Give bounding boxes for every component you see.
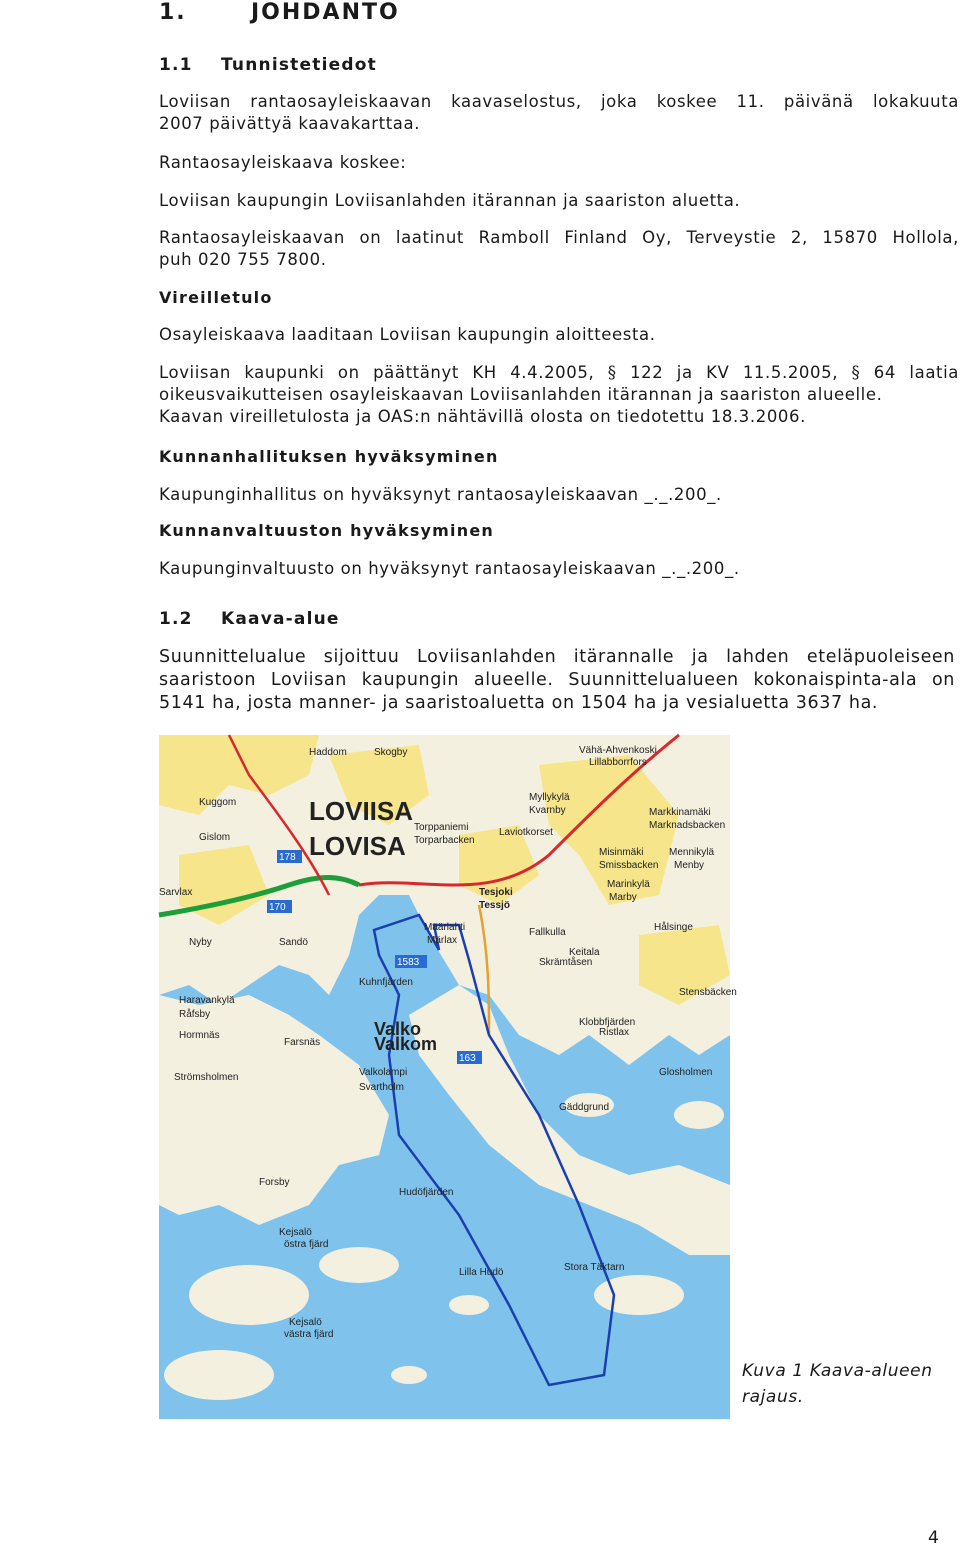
intro-line-2: 2007 päivättyä kaavakarttaa. <box>159 114 421 133</box>
map-place-label: Forsby <box>259 1177 290 1188</box>
section-symbol: § <box>851 363 861 382</box>
map-place-label: Haravankylä <box>179 995 235 1006</box>
map-place-label: Hudöfjärden <box>399 1187 454 1198</box>
map-place-label: Sandö <box>279 937 308 948</box>
map-place-label: Märlax <box>427 935 458 946</box>
paragraph-author <box>159 227 959 271</box>
route-number: 170 <box>269 902 286 913</box>
page-number: 4 <box>928 1528 939 1548</box>
paatos-part-a: Loviisan kaupunki on päättänyt KH 4.4.2005, <box>159 363 595 382</box>
map-place-label: Stensbäcken <box>679 987 737 998</box>
chapter-title: JOHDANTO <box>251 0 400 25</box>
map-place-label: Menby <box>674 860 705 871</box>
chapter-number: 1. <box>159 0 187 25</box>
paatos-part-c: 64 laatia <box>873 363 959 382</box>
route-number: 163 <box>459 1053 476 1064</box>
chapter-heading <box>159 0 400 25</box>
map-place-label: Haddom <box>309 747 347 758</box>
label-vireilletulo: Vireilletulo <box>159 288 273 307</box>
map-place-label: Marknadsbacken <box>649 820 726 831</box>
paragraph-paatos <box>159 362 959 428</box>
section-symbol: § <box>607 363 617 382</box>
map-place-label: östra fjärd <box>284 1239 329 1250</box>
paatos-line-2: oikeusvaikutteisen osayleiskaavan Loviisanlahden itärannan ja saariston alueelle. <box>159 385 883 404</box>
author-line-1: Rantaosayleiskaavan on laatinut Ramboll Finland Oy, Terveystie 2, 15870 Hollola, <box>159 228 959 247</box>
map-figure <box>159 735 737 1419</box>
map-place-label: Myllykylä <box>529 792 570 803</box>
map-place-label: Valkolampi <box>359 1067 408 1078</box>
map-place-label: Kuhnfjärden <box>359 977 413 988</box>
map-place-label: Skogby <box>374 747 408 758</box>
paragraph-kunnanhallitus: Kaupunginhallitus on hyväksynyt rantaosayleiskaavan _._.200_. <box>159 485 722 504</box>
map-place-label: Skrämtåsen <box>539 957 593 968</box>
map-place-label: Marinkylä <box>607 879 650 890</box>
paatos-part-b: 122 ja KV 11.5.2005, <box>630 363 839 382</box>
map-place-label: Lilla Hudö <box>459 1267 504 1278</box>
map-place-label: Marby <box>609 892 637 903</box>
map-island <box>189 1265 309 1325</box>
map-place-label: Valkom <box>374 1034 438 1054</box>
map-place-label: Smissbacken <box>599 860 659 871</box>
map-place-label: Lillabborrfors <box>589 757 647 768</box>
map-town-sv: LOVISA <box>309 831 406 861</box>
map-place-label: Gäddgrund <box>559 1102 610 1113</box>
map-place-label: Fallkulla <box>529 927 566 938</box>
section-1-2-heading <box>159 609 340 629</box>
map-place-label: Torparbacken <box>414 835 475 846</box>
map-island <box>391 1366 427 1384</box>
map-place-label: Mennikylä <box>669 847 715 858</box>
map-place-label: Klobbfjärden <box>579 1017 636 1028</box>
section-title: Tunnistetiedot <box>221 55 377 75</box>
paragraph-koskee: Rantaosayleiskaava koskee: <box>159 153 407 172</box>
map-place-label: Tesjoki <box>479 887 513 898</box>
map-town-fi: LOVIISA <box>309 796 414 826</box>
map-place-label: Hålsinge <box>654 922 693 933</box>
route-number: 178 <box>279 852 296 863</box>
map-place-label: Svartholm <box>359 1082 405 1093</box>
author-line-2: puh 020 755 7800. <box>159 250 327 269</box>
paragraph-intro <box>159 91 959 135</box>
map-place-label: Tessjö <box>479 900 510 911</box>
map-place-label: Kuggom <box>199 797 237 808</box>
map-place-label: Strömsholmen <box>174 1072 239 1083</box>
map-place-label: Kejsalö <box>289 1317 322 1328</box>
map-island <box>319 1247 399 1283</box>
map-place-label: Määrlahti <box>424 922 466 933</box>
section-1-1-heading <box>159 55 377 75</box>
map-place-label: Gislom <box>199 832 231 843</box>
figure-caption <box>742 1358 933 1410</box>
map-place-label: Hormnäs <box>179 1030 220 1041</box>
map-island <box>449 1295 489 1315</box>
map-place-label: Laviotkorset <box>499 827 553 838</box>
label-kunnanvaltuusto: Kunnanvaltuuston hyväksyminen <box>159 521 494 540</box>
map-place-label: Valko <box>374 1019 422 1039</box>
map-place-label: Torppaniemi <box>414 822 469 833</box>
map-place-label: Kvarnby <box>529 805 566 816</box>
map-place-label: Nyby <box>189 937 212 948</box>
kaava-line-1: Suunnittelualue sijoittuu Loviisanlahden itärannalle ja lahden eteläpuoleiseen <box>159 647 955 667</box>
section-title: Kaava-alue <box>221 609 340 629</box>
kaava-line-2: saaristoon Loviisan kaupungin alueelle. Suunnittelualueen kokonaispinta-ala on <box>159 670 955 690</box>
route-number: 1583 <box>397 957 420 968</box>
map-place-label: västra fjärd <box>284 1329 334 1340</box>
paatos-line-3: Kaavan vireilletulosta ja OAS:n nähtävillä olosta on tiedotettu 18.3.2006. <box>159 407 806 426</box>
map-svg <box>159 735 737 1419</box>
map-place-label: Farsnäs <box>284 1037 321 1048</box>
map-island <box>674 1101 724 1129</box>
map-place-label: Ristlax <box>599 1027 630 1038</box>
intro-line-1: Loviisan rantaosayleiskaavan kaavaselostus, joka koskee 11. päivänä lokakuuta <box>159 92 959 111</box>
paragraph-area: Loviisan kaupungin Loviisanlahden itärannan ja saariston aluetta. <box>159 191 741 210</box>
map-place-label: Keitala <box>569 947 600 958</box>
map-place-label: Sarvlax <box>159 887 193 898</box>
section-number: 1.2 <box>159 609 193 629</box>
paragraph-kaava-alue <box>159 646 955 715</box>
map-place-label: Råfsby <box>179 1009 211 1020</box>
map-island <box>164 1350 274 1400</box>
caption-line-1: Kuva 1 Kaava-alueen <box>742 1361 933 1381</box>
label-kunnanhallitus: Kunnanhallituksen hyväksyminen <box>159 447 499 466</box>
map-place-label: Kejsalö <box>279 1227 312 1238</box>
map-place-label: Vähä-Ahvenkoski <box>579 745 657 756</box>
paragraph-aloite: Osayleiskaava laaditaan Loviisan kaupungin aloitteesta. <box>159 325 656 344</box>
map-place-label: Stora Täktarn <box>564 1262 625 1273</box>
map-place-label: Glosholmen <box>659 1067 713 1078</box>
kaava-line-3: 5141 ha, josta manner- ja saaristoaluetta on 1504 ha ja vesialuetta 3637 ha. <box>159 693 879 713</box>
map-place-label: Misinmäki <box>599 847 644 858</box>
paragraph-kunnanvaltuusto: Kaupunginvaltuusto on hyväksynyt rantaosayleiskaavan _._.200_. <box>159 559 740 578</box>
section-number: 1.1 <box>159 55 193 75</box>
map-place-label: Markkinamäki <box>649 807 711 818</box>
paatos-line-1 <box>159 362 959 384</box>
caption-line-2: rajaus. <box>742 1387 804 1407</box>
